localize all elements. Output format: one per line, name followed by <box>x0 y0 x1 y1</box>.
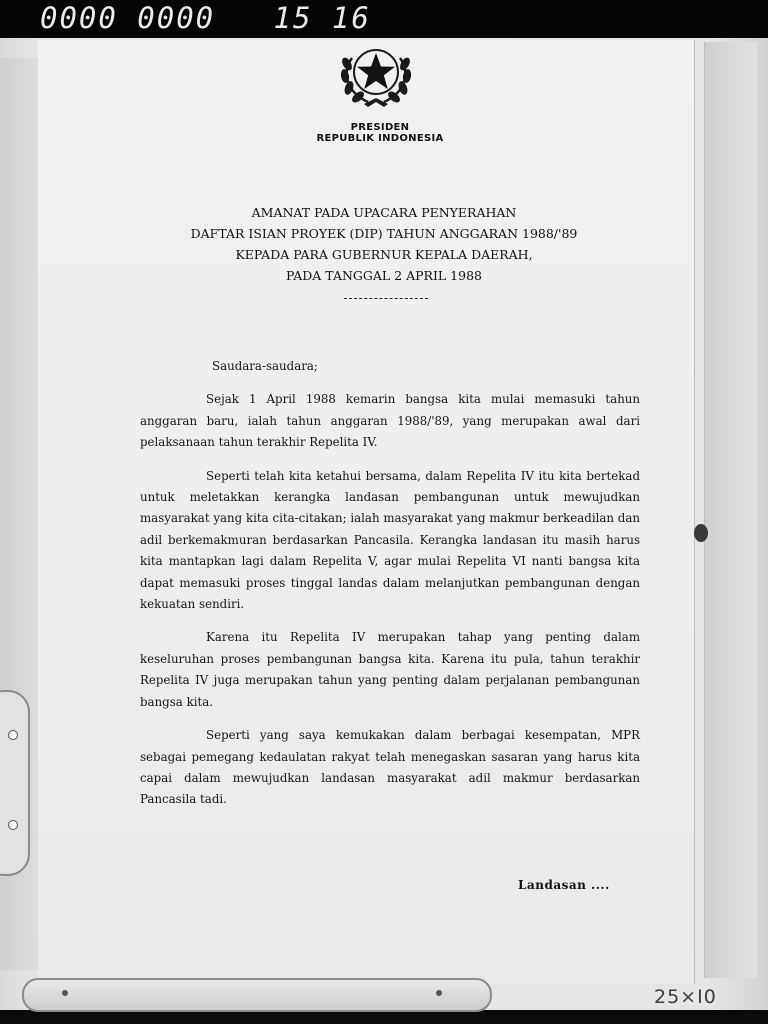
letterhead-line-2: REPUBLIK INDONESIA <box>316 133 444 144</box>
presidential-emblem-icon <box>334 38 418 108</box>
paragraph: Seperti yang saya kemukakan dalam berbagai kesempatan, MPR sebagai pemegang kedaulatan rakyat telah menegaskan sasaran yang harus kita capai dalam mewujudkan landasan masyarakat adil makmur berdasarkan Pancasila tadi. <box>140 728 640 807</box>
title-line-2: DAFTAR ISIAN PROYEK (DIP) TAHUN ANGGARAN 1988/'89 <box>190 226 578 241</box>
title-line-4: PADA TANGGAL 2 APRIL 1988 <box>285 268 482 283</box>
film-strip-header <box>0 0 768 38</box>
right-margin-strip <box>704 42 757 978</box>
binder-hole-icon <box>8 820 18 830</box>
paragraph: Sejak 1 April 1988 kemarin bangsa kita mulai memasuki tahun anggaran baru, ialah tahun anggaran 1988/'89, yang merupakan awal dari pelaksanaan tahun terakhir Repelita IV. <box>140 392 640 450</box>
rivet-icon <box>62 990 68 996</box>
rivet-icon <box>436 990 442 996</box>
page-notch <box>694 524 708 542</box>
title-divider <box>344 298 428 299</box>
letterhead-line-1: PRESIDEN <box>350 122 410 133</box>
letterhead <box>0 122 760 144</box>
frame-counter: 0000 0000 15 16 <box>40 1 371 35</box>
reduction-ratio-label: 25×I0 <box>654 986 717 1008</box>
title-line-3: KEPADA PARA GUBERNUR KEPALA DAERAH, <box>235 247 533 262</box>
title-line-1: AMANAT PADA UPACARA PENYERAHAN <box>251 205 517 220</box>
speech-body <box>140 356 640 823</box>
paragraph: Seperti telah kita ketahui bersama, dalam Repelita IV itu kita bertekad untuk meletakkan kerangka landasan pembangunan untuk mewujudkan masyarakat yang kita cita-citakan; ialah masyarakat yang makmur berkeadilan dan adil berkemakmuran berdasarkan Pancasila. Kerangka landasan itu masih harus kita mantapkan lagi dalam Repelita V, agar mulai Repelita VI nanti bangsa kita dapat memasuki proses tinggal landas dalam melanjutkan pembangunan dengan kekuatan sendiri. <box>140 468 640 612</box>
salutation: Saudara-saudara; <box>212 359 318 373</box>
page-clip-bar <box>22 978 492 1012</box>
document-title <box>0 202 768 286</box>
binder-clip <box>0 690 30 876</box>
continuation-catchword: Landasan .... <box>518 878 610 892</box>
binder-hole-icon <box>8 730 18 740</box>
paragraph: Karena itu Repelita IV merupakan tahap yang penting dalam keseluruhan proses pembangunan bangsa kita. Karena itu pula, tahun terakhir Repelita IV juga merupakan tahun yang penting dalam perjalanan pembangunan bangsa kita. <box>140 630 640 709</box>
